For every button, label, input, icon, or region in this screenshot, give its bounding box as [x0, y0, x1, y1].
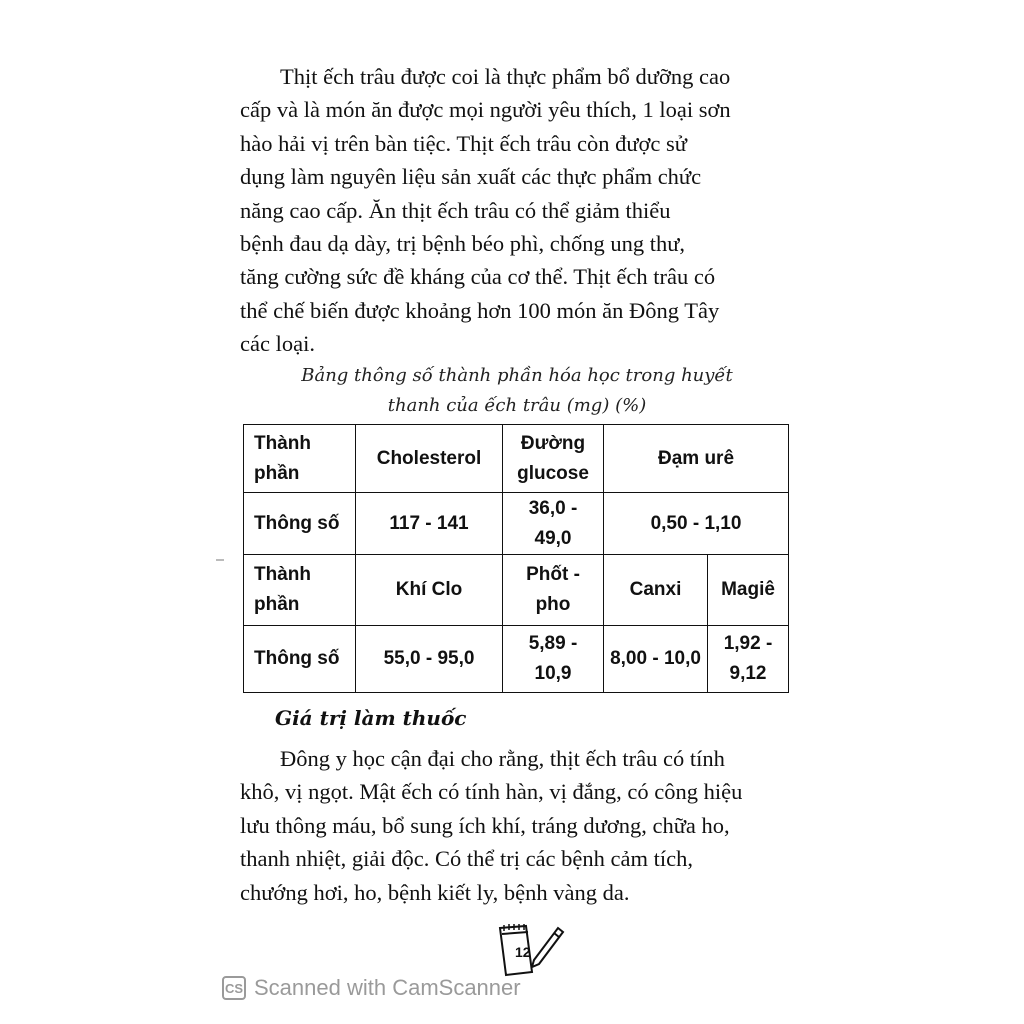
paragraph-line: hào hải vị trên bàn tiệc. Thịt ếch trâu còn được sử [240, 130, 687, 156]
caption-line: Bảng thông số thành phần hóa học trong huyết [301, 365, 733, 386]
paragraph-line: bệnh đau dạ dày, trị bệnh béo phì, chống ung thư, [240, 231, 686, 257]
table-cell: Đạm urê [604, 425, 789, 493]
table-cell: 5,89 - 10,9 [503, 626, 604, 693]
row-label: Thông số [244, 493, 356, 555]
paragraph-line: thể chế biến được khoảng hơn 100 món ăn Đông Tây [240, 297, 720, 323]
table-cell: 0,50 - 1,10 [604, 493, 789, 555]
camscanner-watermark [222, 975, 521, 1001]
table-cell: 8,00 - 10,0 [604, 626, 708, 693]
table-row [244, 425, 789, 493]
table-cell: Phốt - pho [503, 555, 604, 626]
paragraph-line: khô, vị ngọt. Mật ếch có tính hàn, vị đắng, có công hiệu [240, 779, 743, 805]
paragraph-line: năng cao cấp. Ăn thịt ếch trâu có thể giảm thiểu [240, 197, 671, 223]
table-cell: Canxi [604, 555, 708, 626]
table-row [244, 626, 789, 693]
table-cell: 1,92 - 9,12 [708, 626, 789, 693]
table-cell: Đường glucose [503, 425, 604, 493]
scan-mark [216, 559, 224, 561]
table-row [244, 555, 789, 626]
chemical-composition-table [243, 424, 789, 693]
camscanner-logo-icon: CS [222, 976, 246, 1000]
paragraph-line: Thịt ếch trâu được coi là thực phẩm bổ dưỡng cao [280, 64, 731, 89]
intro-paragraph [240, 60, 794, 361]
paragraph-line: các loại. [240, 331, 315, 357]
section-heading: Giá trị làm thuốc [275, 706, 467, 730]
table-cell: Magiê [708, 555, 789, 626]
notepad-pencil-icon [496, 920, 566, 978]
paragraph-line: dụng làm nguyên liệu sản xuất các thực phẩm chức [240, 164, 702, 190]
table-caption [240, 361, 794, 421]
table-cell: Khí Clo [356, 555, 503, 626]
paragraph-line: Đông y học cận đại cho rằng, thịt ếch trâu có tính [280, 746, 725, 771]
paragraph-line: thanh nhiệt, giải độc. Có thể trị các bệnh cảm tích, [240, 846, 693, 872]
paragraph-line: tăng cường sức đề kháng của cơ thể. Thịt ếch trâu có [240, 264, 716, 290]
paragraph-line: chướng hơi, ho, bệnh kiết ly, bệnh vàng da. [240, 879, 630, 905]
table-cell: Cholesterol [356, 425, 503, 493]
watermark-text: Scanned with CamScanner [254, 975, 521, 1000]
caption-line: thanh của ếch trâu (mg) (%) [387, 395, 647, 416]
row-label: Thành phần [244, 555, 356, 626]
table-cell: 117 - 141 [356, 493, 503, 555]
table-cell: 55,0 - 95,0 [356, 626, 503, 693]
row-label: Thông số [244, 626, 356, 693]
medicine-paragraph [240, 742, 794, 909]
table-cell: 36,0 - 49,0 [503, 493, 604, 555]
table-row [244, 493, 789, 555]
row-label: Thành phần [244, 425, 356, 493]
paragraph-line: lưu thông máu, bổ sung ích khí, tráng dương, chữa ho, [240, 812, 730, 838]
paragraph-line: cấp và là món ăn được mọi người yêu thích, 1 loại sơn [240, 97, 731, 123]
page-number: 12 [515, 944, 531, 960]
